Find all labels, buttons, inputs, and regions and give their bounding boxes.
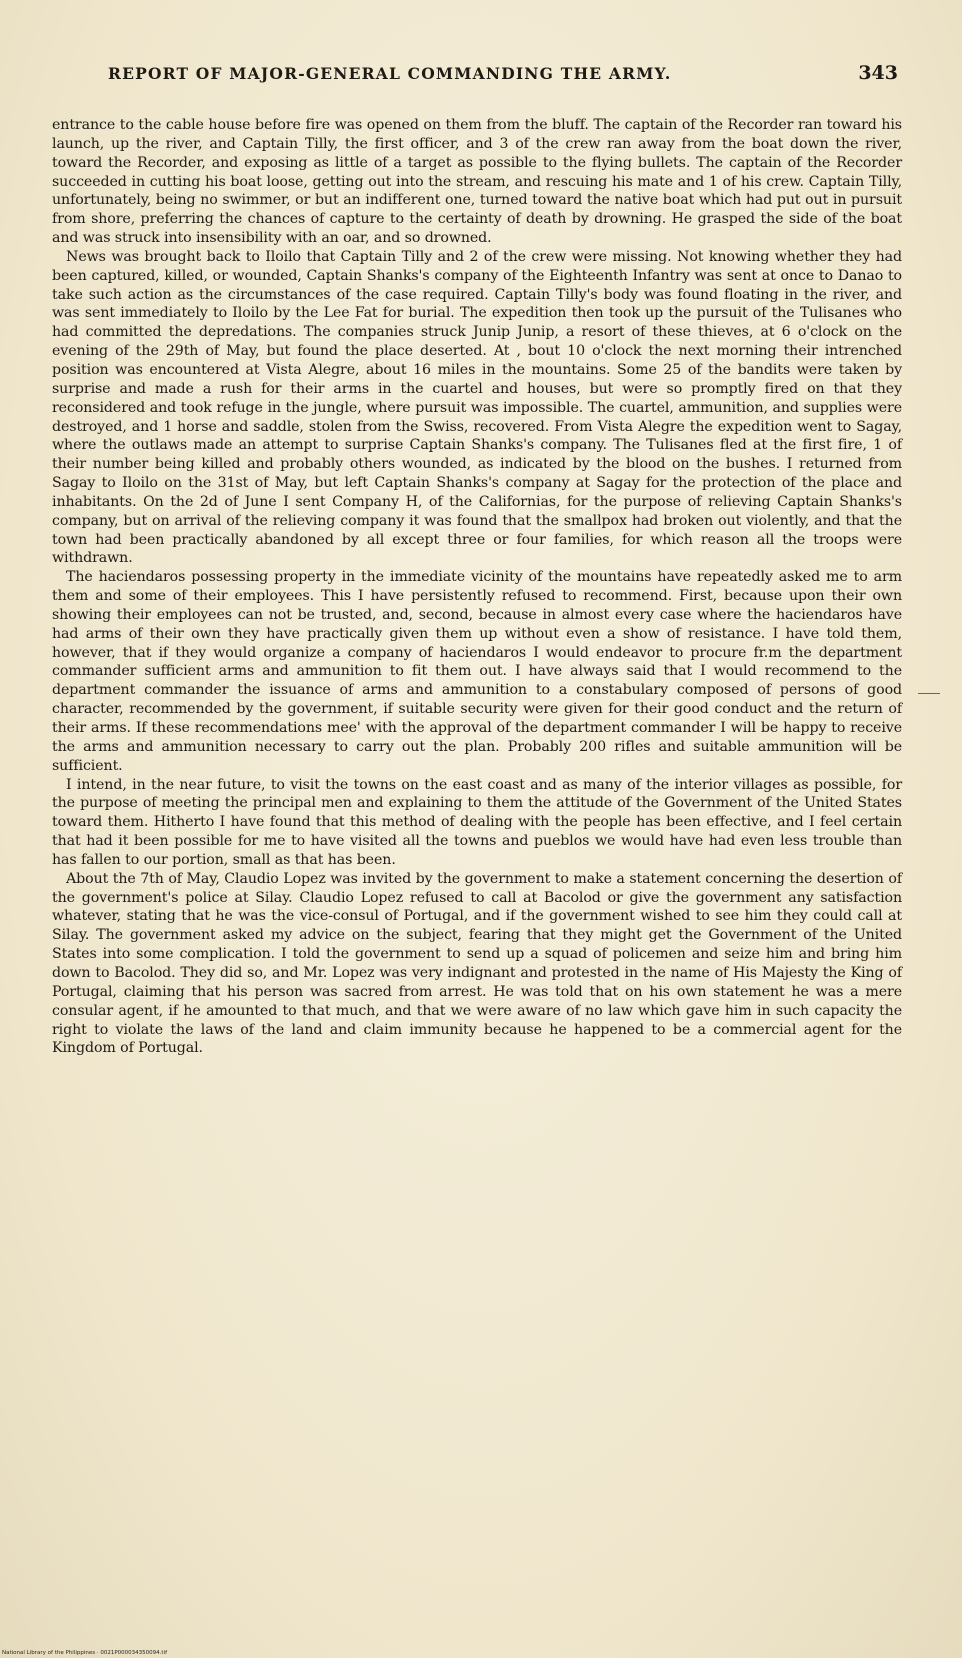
page-number: 343 bbox=[858, 62, 898, 84]
scan-credit: National Library of the Philippines · 0021P000034350094.tif bbox=[2, 1650, 168, 1656]
running-head bbox=[108, 62, 898, 90]
paragraph-2: News was brought back to Iloilo that Captain Tilly and 2 of the crew were missing. Not knowing whether they had been captured, killed, or wounded, Captain Shanks's company of the Eighteenth Infantry was sent at once to Danao to take such action as the circumstances of the case required. Captain Tilly's body was found floating in the river, and was sent immediately to Iloilo by the Lee Fat for burial. The expedition then took up the pursuit of the Tulisanes who had committed the depredations. The companies struck Junip Junip, a resort of these thieves, at 6 o'clock on the evening of the 29th of May, but found the place deserted. At , bout 10 o'clock the next morning their intrenched position was encountered at Vista Alegre, about 16 miles in the mountains. Some 25 of the bandits were taken by surprise and made a rush for their arms in the cuartel and houses, but were so promptly fired on that they reconsidered and took refuge in the jungle, where pursuit was impossible. The cuartel, ammunition, and supplies were destroyed, and 1 horse and saddle, stolen from the Swiss, recovered. From Vista Alegre the expedition went to Sagay, where the outlaws made an attempt to surprise Captain Shanks's company. The Tulisanes fled at the first fire, 1 of their number being killed and probably others wounded, as indicated by the blood on the bushes. I returned from Sagay to Iloilo on the 31st of May, but left Captain Shanks's company at Sagay for the protection of the place and inhabitants. On the 2d of June I sent Company H, of the Californias, for the purpose of relieving Captain Shanks's company, but on arrival of the relieving company it was found that the smallpox had broken out violently, and that the town had been practically abandoned by all except three or four families, for which reason all the troops were withdrawn. bbox=[52, 248, 902, 567]
paragraph-1: entrance to the cable house before fire was opened on them from the bluff. The captain of the Recorder ran toward his launch, up the river, and Captain Tilly, the first officer, and 3 of the crew ran away from the boat down the river, toward the Recorder, and exposing as little of a target as possible to the flying bullets. The captain of the Recorder succeeded in cutting his boat loose, getting out into the stream, and rescuing his mate and 1 of his crew. Captain Tilly, unfortunately, being no swimmer, or but an indifferent one, turned toward the native boat which had put out in pursuit from shore, preferring the chances of capture to the certainty of death by drowning. He grasped the side of the boat and was struck into insensibility with an oar, and so drowned. bbox=[52, 117, 902, 247]
paragraph-3: The haciendaros possessing property in the immediate vicinity of the mountains have repeatedly asked me to arm them and some of their employees. This I have persistently refused to recommend. First, because upon their own showing their employees can not be trusted, and, second, because in almost every case where the haciendaros have had arms of their own they have practically given them up without even a show of resistance. I have told them, however, that if they would organize a company of haciendaros I would endeavor to procure fr.m the department commander sufficient arms and ammunition to fit them out. I have always said that I would recommend to the department commander the issuance of arms and ammunition to a constabulary composed of persons of good character, recommended by the government, if suitable security were given for their good conduct and the return of their arms. If these recommendations mee' with the approval of the department commander I will be happy to receive the arms and ammunition necessary to carry out the plan. Probably 200 rifles and suitable ammunition will be sufficient. bbox=[52, 569, 902, 774]
paragraph-4: I intend, in the near future, to visit the towns on the east coast and as many of the interior villages as possible, for the purpose of meeting the principal men and explaining to them the attitude of the Government of the United States toward them. Hitherto I have found that this method of dealing with the people has been effective, and I feel certain that had it been possible for me to have visited all the towns and pueblos we would have had even less trouble than has fallen to our portion, small as that has been. bbox=[52, 776, 902, 868]
body-text bbox=[52, 116, 902, 1058]
paragraph-5: About the 7th of May, Claudio Lopez was invited by the government to make a statement concerning the desertion of the government's police at Silay. Claudio Lopez refused to call at Bacolod or give the government any satisfaction whatever, stating that he was the vice-consul of Portugal, and if the government wished to see him they could call at Silay. The government asked my advice on the subject, fearing that they might get the Government of the United States into some complication. I told the government to send up a squad of policemen and seize him and bring him down to Bacolod. They did so, and Mr. Lopez was very indignant and protested in the name of His Majesty the King of Portugal, claiming that his person was sacred from arrest. He was told that on his own statement he was a mere consular agent, if he amounted to that much, and that we were aware of no law which gave him in such capacity the right to violate the laws of the land and claim immunity because he happened to be a commercial agent for the Kingdom of Portugal. bbox=[52, 870, 902, 1057]
margin-mark bbox=[918, 693, 940, 694]
running-title: REPORT OF MAJOR-GENERAL COMMANDING THE ARMY. bbox=[108, 64, 672, 83]
